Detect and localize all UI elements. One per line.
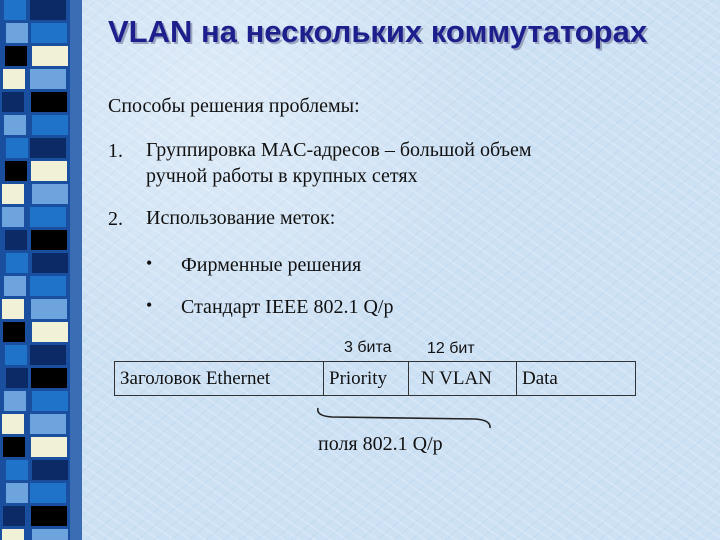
item-2-line-1: Использование меток: (146, 207, 336, 229)
bullet-item-2: Стандарт IEEE 802.1 Q/p (181, 296, 394, 318)
cell-ethernet-header: Заголовок Ethernet (114, 361, 324, 396)
item-number-2: 2. (108, 208, 123, 230)
bullet-item-1: Фирменные решения (181, 254, 362, 276)
item-1-line-2: ручной работы в крупных сетях (146, 165, 418, 187)
bullet-icon: • (146, 295, 153, 315)
item-number-1: 1. (108, 140, 123, 162)
vlan-size-label: 12 бит (427, 340, 475, 357)
slide-title: VLAN на нескольких коммутаторах (108, 14, 648, 49)
cell-data: Data (516, 361, 636, 396)
bullet-icon: • (146, 253, 153, 273)
decorative-stripe (0, 0, 82, 540)
cell-n-vlan: N VLAN (408, 361, 517, 396)
priority-size-label: 3 бита (344, 339, 392, 356)
intro-text: Способы решения проблемы: (108, 95, 360, 117)
cell-priority: Priority (323, 361, 409, 396)
brace-icon (310, 404, 510, 434)
frame-caption: поля 802.1 Q/p (318, 433, 443, 455)
item-1-line-1: Группировка MAC-адресов – большой объем (146, 139, 532, 161)
